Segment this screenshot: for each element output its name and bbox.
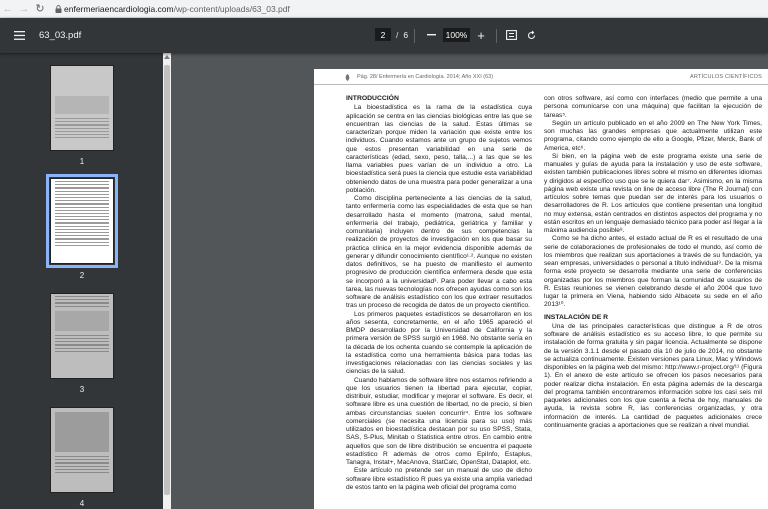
url-host: enfermeriaencardiologia.com — [64, 3, 174, 14]
forward-icon[interactable]: → — [18, 2, 30, 15]
paragraph: La bioestadística es la rama de la estadística cuya aplicación se centra en las ciencias biológicas entre las que se encuentran las ciencias de la salud. Estas últimas se caracterizan porque miden la variación que existe entre los individuos. Cuando estamos ante un grupo de sujetos vemos que estos presentan variabilidad en una serie de características (edad, sexo, peso, talla,...) a las que se les llama variables pues varían de un individuo a otro. La bioestadística será pues la ciencia que estudie esta variabilidad obteniendo datos de una muestra para poder generalizar a una población. — [346, 104, 532, 194]
page-header — [314, 69, 768, 85]
browser-bar — [0, 0, 768, 18]
page-number-input[interactable]: 2 — [375, 28, 391, 41]
pdf-page — [314, 69, 768, 509]
thumbnail-label: 2 — [79, 271, 85, 280]
toolbar-divider — [414, 29, 415, 43]
thumbnail-page-1[interactable] — [50, 65, 114, 151]
zoom-in-button[interactable]: + — [477, 27, 485, 43]
paragraph: Este artículo no pretende ser un manual de uso de dicho software libre estadístico R pues ya existe una amplia variedad de estos tanto en la página web oficial del programa como — [346, 467, 532, 491]
paragraph: Los primeros paquetes estadísticos se desarrollaron en los años sesenta, concretamente, en el año 1965 apareció el BMDP desarrollado por la Universidad de California y la primera versión de SPSS surgió en 1968. No obstante sería en la década de los ochenta cuando se contemple la aplicación de la estadística como una herramienta básica para todas las investigaciones relacionadas con las ciencias sociales y las ciencias de la salud. — [346, 310, 532, 376]
page-header-left: Pág. 28/ Enfermería en Cardiología. 2014; Año XXI (63) — [357, 74, 494, 80]
paragraph: Como disciplina perteneciente a las ciencias de la salud, tanto enfermería como las especialidades de esta que se han desarrollado hasta el momento (matrona, salud mental, enfermería del trabajo, pediátrica, geriátrica y familiar y comunitaria) incluyen dentro de sus competencias la realización de proyectos de investigación en los que basar su práctica clínica en la mejor evidencia disponible además de generar y difundir conocimiento científico¹·². Aunque no existen datos definitivos, se ha puesto de manifiesto el aumento progresivo de producción científica enfermera desde que esta se incorporó a la universidad³. Para poder llevar a cabo esta tarea, las nuevas tecnologías nos ofrecen ayudas como son los software de análisis estadístico con los que extraer resultados tras un proceso de recogida de datos de un proyecto científico. — [346, 195, 532, 310]
address-bar[interactable] — [52, 2, 290, 16]
paragraph: Una de las principales características que distingue a R de otros software de análisis estadístico es su acceso libre, lo que permite su instalación de forma gratuita y sin pagar licencia. Actualmente se dispone de la versión 3.1.1 desde el pasado día 10 de julio de 2014, no obstante se actualiza continuamente. Existen versiones para Linux, Mac y Windows disponibles en la página web del mismo: http://www.r-project.org/¹¹ (Figura 1). En el anexo de este artículo se ofrecen los pasos necesarios para poder realizar dicha instalación. En esta página además de la descarga del programa también encontraremos información sobre los casi seis mil paquetes adicionales con los que cuenta a fecha de hoy, manuales de ayuda, la revista sobre R, las conferencias organizadas, y otra información de interés. La cantidad de paquetes adicionales crece continuamente gracias a aportaciones que se realizan a nivel mundial. — [544, 322, 762, 429]
scrollbar-thumb[interactable] — [164, 65, 170, 495]
paragraph: con otros software, así como con interfaces (medio que permite a una persona comunicarse con una máquina) que facilitan la ejecución de tareas⁵. — [544, 95, 762, 119]
thumbnail-page-4[interactable] — [50, 407, 114, 493]
thumbnail-sidebar — [0, 53, 163, 509]
page-separator: / — [396, 29, 399, 40]
thumbnail-label: 1 — [79, 157, 85, 166]
paragraph: Según un artículo publicado en el año 2009 en The New York Times, son muchas las grandes empresas que actualmente utilizan este programa, citando como ejemplo de ello a Google, Pfizer, Merck, Bank of America, etc⁶. — [544, 119, 762, 152]
scroll-up-icon[interactable] — [164, 55, 170, 59]
page-header-right: ARTÍCULOS CIENTÍFICOS — [690, 74, 762, 80]
fit-to-page-icon[interactable] — [504, 28, 518, 42]
page-selector — [375, 28, 408, 41]
paragraph: Como se ha dicho antes, el estado actual de R es el resultado de una serie de colaboraciones de profesionales de todo el mundo, así como de los miembros que realizan sus aportaciones a través de su fundación, ya sean empresas, universidades o personal a título individual⁹. De la misma forma este proyecto se desarrolla mediante una serie de conferencias organizadas por los miembros que forman la comunidad de usuarios de R. Estas reuniones se vienen celebrando desde el año 2004 que tuvo lugar la primera en Viena, habiendo sido Albacete su sede en el año 2013¹⁰. — [544, 235, 762, 309]
thumbnail-page-2[interactable] — [50, 178, 114, 264]
page-total: 6 — [403, 29, 409, 40]
toolbar-divider — [496, 29, 497, 43]
sidebar-scrollbar[interactable] — [163, 53, 171, 509]
back-icon[interactable]: ← — [2, 2, 14, 15]
left-column — [346, 95, 532, 492]
pdf-toolbar — [0, 18, 768, 53]
zoom-out-button[interactable] — [424, 27, 438, 43]
menu-icon[interactable] — [0, 18, 38, 53]
thumbnail-page-3[interactable] — [50, 293, 114, 379]
journal-logo-icon — [343, 73, 352, 82]
thumbnail-label: 4 — [79, 499, 85, 508]
paragraph: Si bien, en la página web de este programa existe una serie de manuales y guías de ayuda para la instalación y uso de este software, existen también publicaciones libres sobre el mismo en diferentes idiomas y dirigidos al específico uso que se le quiera dar⁷. Asimismo, en la misma página web existe una revista on line de acceso libre (The R Journal) con artículos sobre temas que puedan ser de interés para los usuarios o desarrolladores de R. Los artículos que contiene presentan una longitud no muy extensa, están centrados en distintos aspectos del programa y no están escritos en un lenguaje demasiado técnico para poder así llegar a la máxima audiencia posible⁸. — [544, 152, 762, 234]
section-heading: INSTALACIÓN DE R — [544, 313, 609, 321]
rotate-icon[interactable] — [524, 28, 538, 42]
section-heading: INTRODUCCIÓN — [346, 95, 399, 102]
url-path: /wp-content/uploads/63_03.pdf — [173, 3, 290, 14]
thumbnail-label: 3 — [79, 385, 85, 394]
zoom-input[interactable]: 100% — [443, 28, 470, 42]
paragraph: Cuando hablamos de software libre nos estamos refiriendo a que los usuarios tienen la libertad para ejecutar, copiar, distribuir, estudiar, modificar y mejorar el software. Es decir, el software libre es una cuestión de libertad, no de precio, si bien ambas circunstancias suelen concurrir⁴. Entre los software comerciales (se necesita una licencia para su uso) más utilizados en bioestadística destacan por su uso SPSS, Stata, SAS, S-Plus, Minitab o Statistica entre otros. En cambio entre aquellos que son de libre distribución se encuentra el paquete estadístico R además de otros como EpiInfo, Estaplus, Tanagra, Instat+, MacAnova, StatCalc, OpenStat, Dataplot, etc. — [346, 376, 532, 466]
document-title: 63_03.pdf — [39, 30, 82, 41]
lock-icon[interactable] — [52, 3, 64, 15]
right-column — [544, 95, 762, 430]
reload-icon[interactable]: ↻ — [35, 3, 45, 15]
